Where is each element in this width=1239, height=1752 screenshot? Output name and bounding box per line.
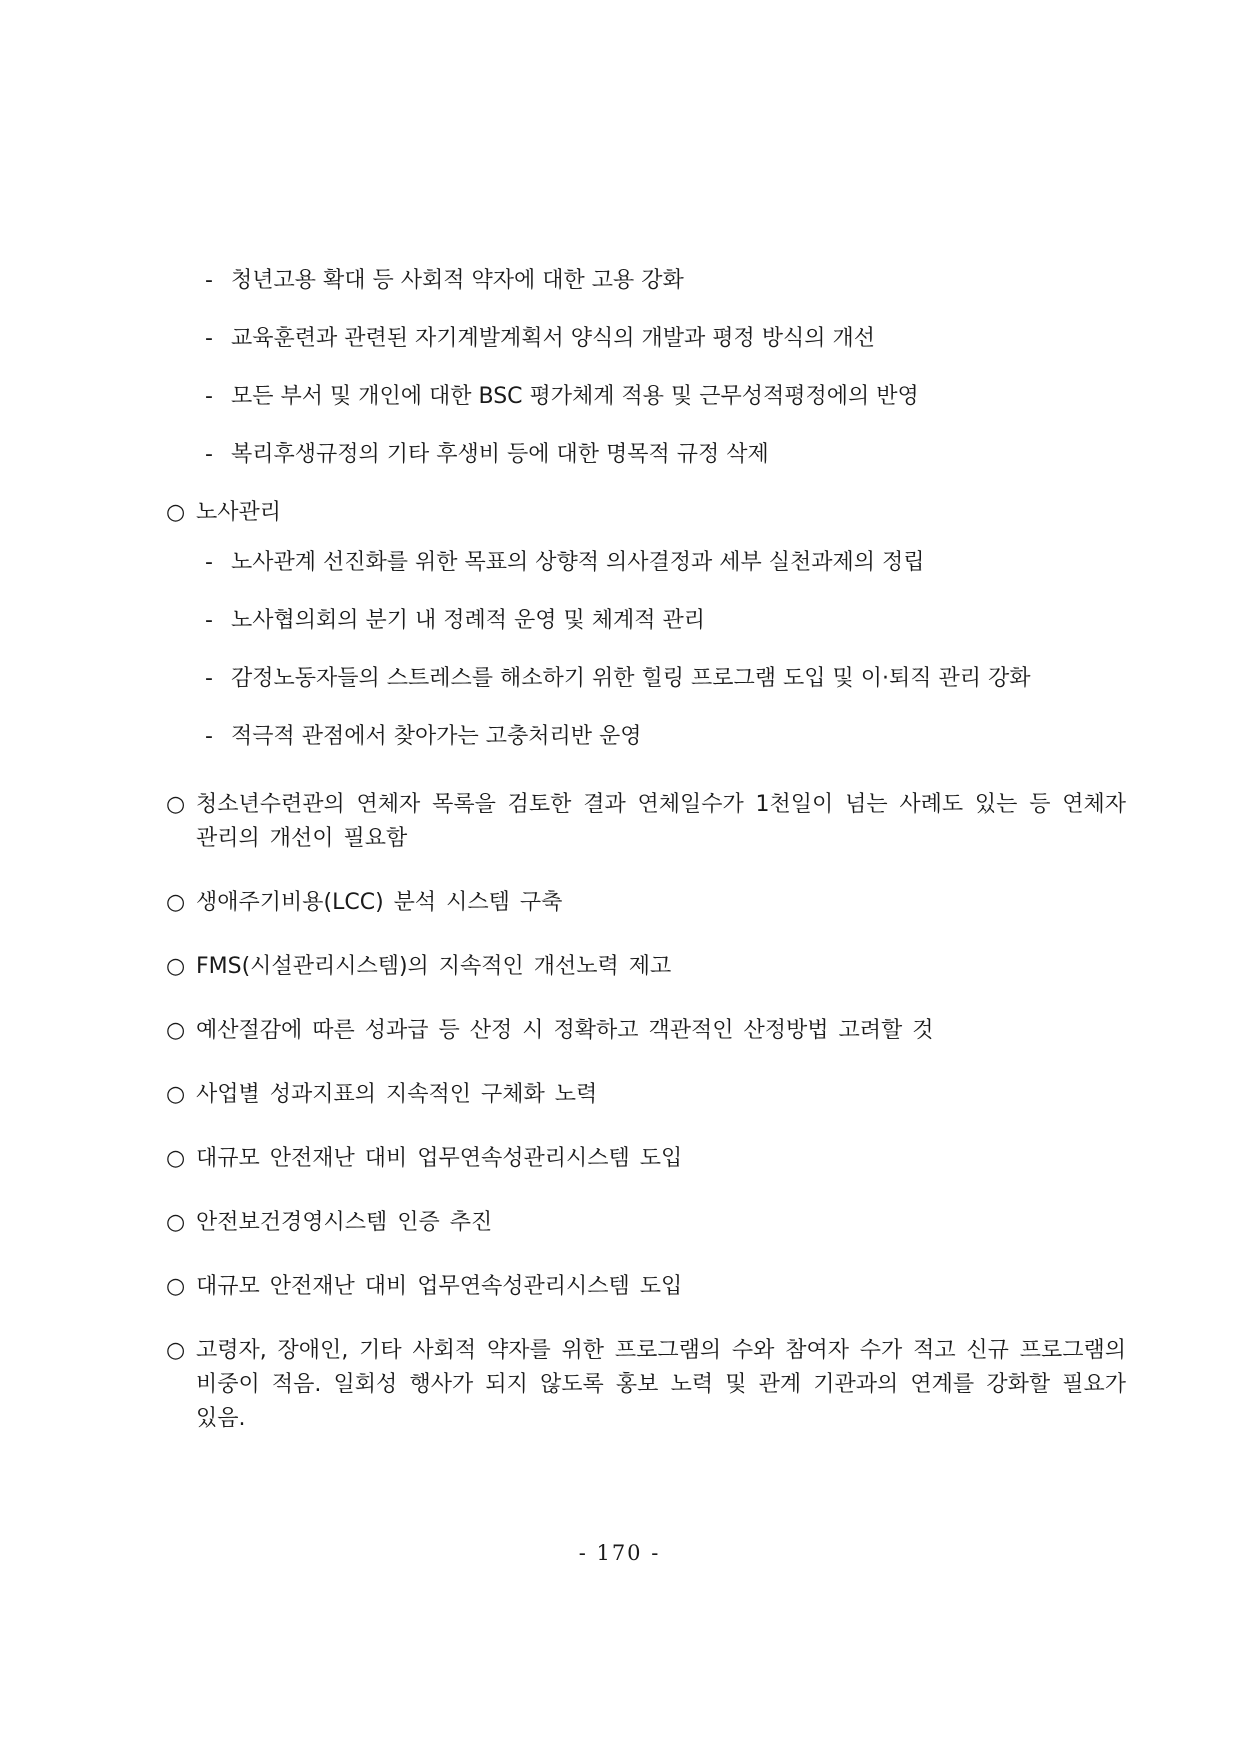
circle-list-item — [166, 886, 1066, 920]
bullet-item-text: 대규모 안전재난 대비 업무연속성관리시스템 도입 — [196, 1146, 683, 1171]
circle-bullet-marker: ○ — [166, 890, 186, 915]
dash-marker: - — [205, 268, 213, 293]
dash-item-text: 복리후생규정의 기타 후생비 등에 대한 명목적 규정 삭제 — [231, 442, 769, 467]
bullet-item-text: 안전보건경영시스템 인증 추진 — [196, 1210, 493, 1235]
circle-list-item — [166, 1014, 1066, 1048]
dash-item-text: 청년고용 확대 등 사회적 약자에 대한 고용 강화 — [231, 268, 684, 293]
circle-list-item — [166, 1078, 1066, 1112]
circle-list-item — [166, 1270, 1066, 1304]
dash-list-item — [183, 720, 1083, 754]
dash-marker: - — [205, 442, 213, 467]
bullet-item-text: 생애주기비용(LCC) 분석 시스템 구축 — [196, 890, 563, 915]
dash-marker: - — [205, 384, 213, 409]
circle-list-item — [166, 1142, 1066, 1176]
circle-list-item — [166, 788, 1126, 856]
bullet-item-text: 대규모 안전재난 대비 업무연속성관리시스템 도입 — [196, 1274, 683, 1299]
bullet-item-text: 고령자, 장애인, 기타 사회적 약자를 위한 프로그램의 수와 참여자 수가 적고 신규 프로그램의 비중이 적음. 일회성 행사가 되지 않도록 홍보 노력 및 관계 기관과의 연계를 강화할 필요가 있음. — [196, 1338, 1126, 1431]
dash-item-text: 교육훈련과 관련된 자기계발계획서 양식의 개발과 평정 방식의 개선 — [231, 326, 876, 351]
circle-list-item — [166, 1206, 1066, 1240]
dash-list-item — [183, 546, 1083, 580]
dash-marker: - — [205, 666, 213, 691]
document-body — [166, 264, 1126, 1466]
dash-list-item — [183, 380, 1083, 414]
dash-marker: - — [205, 608, 213, 633]
dash-item-text: 적극적 관점에서 찾아가는 고충처리반 운영 — [231, 724, 642, 749]
circle-bullet-marker: ○ — [166, 1274, 186, 1299]
dash-marker: - — [205, 326, 213, 351]
bullet-item-text: 청소년수련관의 연체자 목록을 검토한 결과 연체일수가 1천일이 넘는 사례도 있는 등 연체자 관리의 개선이 필요함 — [196, 792, 1126, 851]
circle-bullet-marker: ○ — [166, 1018, 186, 1043]
circle-bullet-marker: ○ — [166, 1210, 186, 1235]
dash-list-item — [183, 438, 1083, 472]
bullet-item-text: 예산절감에 따른 성과급 등 산정 시 정확하고 객관적인 산정방법 고려할 것 — [196, 1018, 934, 1043]
circle-bullet-marker: ○ — [166, 1146, 186, 1171]
dash-item-text: 노사관계 선진화를 위한 목표의 상향적 의사결정과 세부 실천과제의 정립 — [231, 550, 925, 575]
dash-marker: - — [205, 724, 213, 749]
dash-marker: - — [205, 550, 213, 575]
dash-list-item — [183, 662, 1083, 696]
dash-list-item — [183, 264, 1083, 298]
section-heading-text: 노사관리 — [196, 500, 282, 525]
circle-list-item — [166, 1334, 1126, 1436]
circle-bullet-marker: ○ — [166, 1338, 186, 1363]
circle-bullet-marker: ○ — [166, 1082, 186, 1107]
dash-item-text: 노사협의회의 분기 내 정례적 운영 및 체계적 관리 — [231, 608, 705, 633]
dash-item-text: 감정노동자들의 스트레스를 해소하기 위한 힐링 프로그램 도입 및 이·퇴직 관리 강화 — [231, 666, 1031, 691]
bullet-item-text: FMS(시설관리시스템)의 지속적인 개선노력 제고 — [196, 954, 672, 979]
page-number: - 170 - — [578, 1541, 661, 1565]
dash-item-text: 모든 부서 및 개인에 대한 BSC 평가체계 적용 및 근무성적평정에의 반영 — [231, 384, 919, 409]
circle-list-item — [166, 950, 1066, 984]
bullet-item-text: 사업별 성과지표의 지속적인 구체화 노력 — [196, 1082, 598, 1107]
dash-list-item — [183, 604, 1083, 638]
section-heading-labor — [166, 496, 1066, 530]
circle-bullet-marker: ○ — [166, 500, 186, 525]
circle-bullet-marker: ○ — [166, 954, 186, 979]
circle-bullet-marker: ○ — [166, 792, 186, 817]
dash-list-item — [183, 322, 1083, 356]
